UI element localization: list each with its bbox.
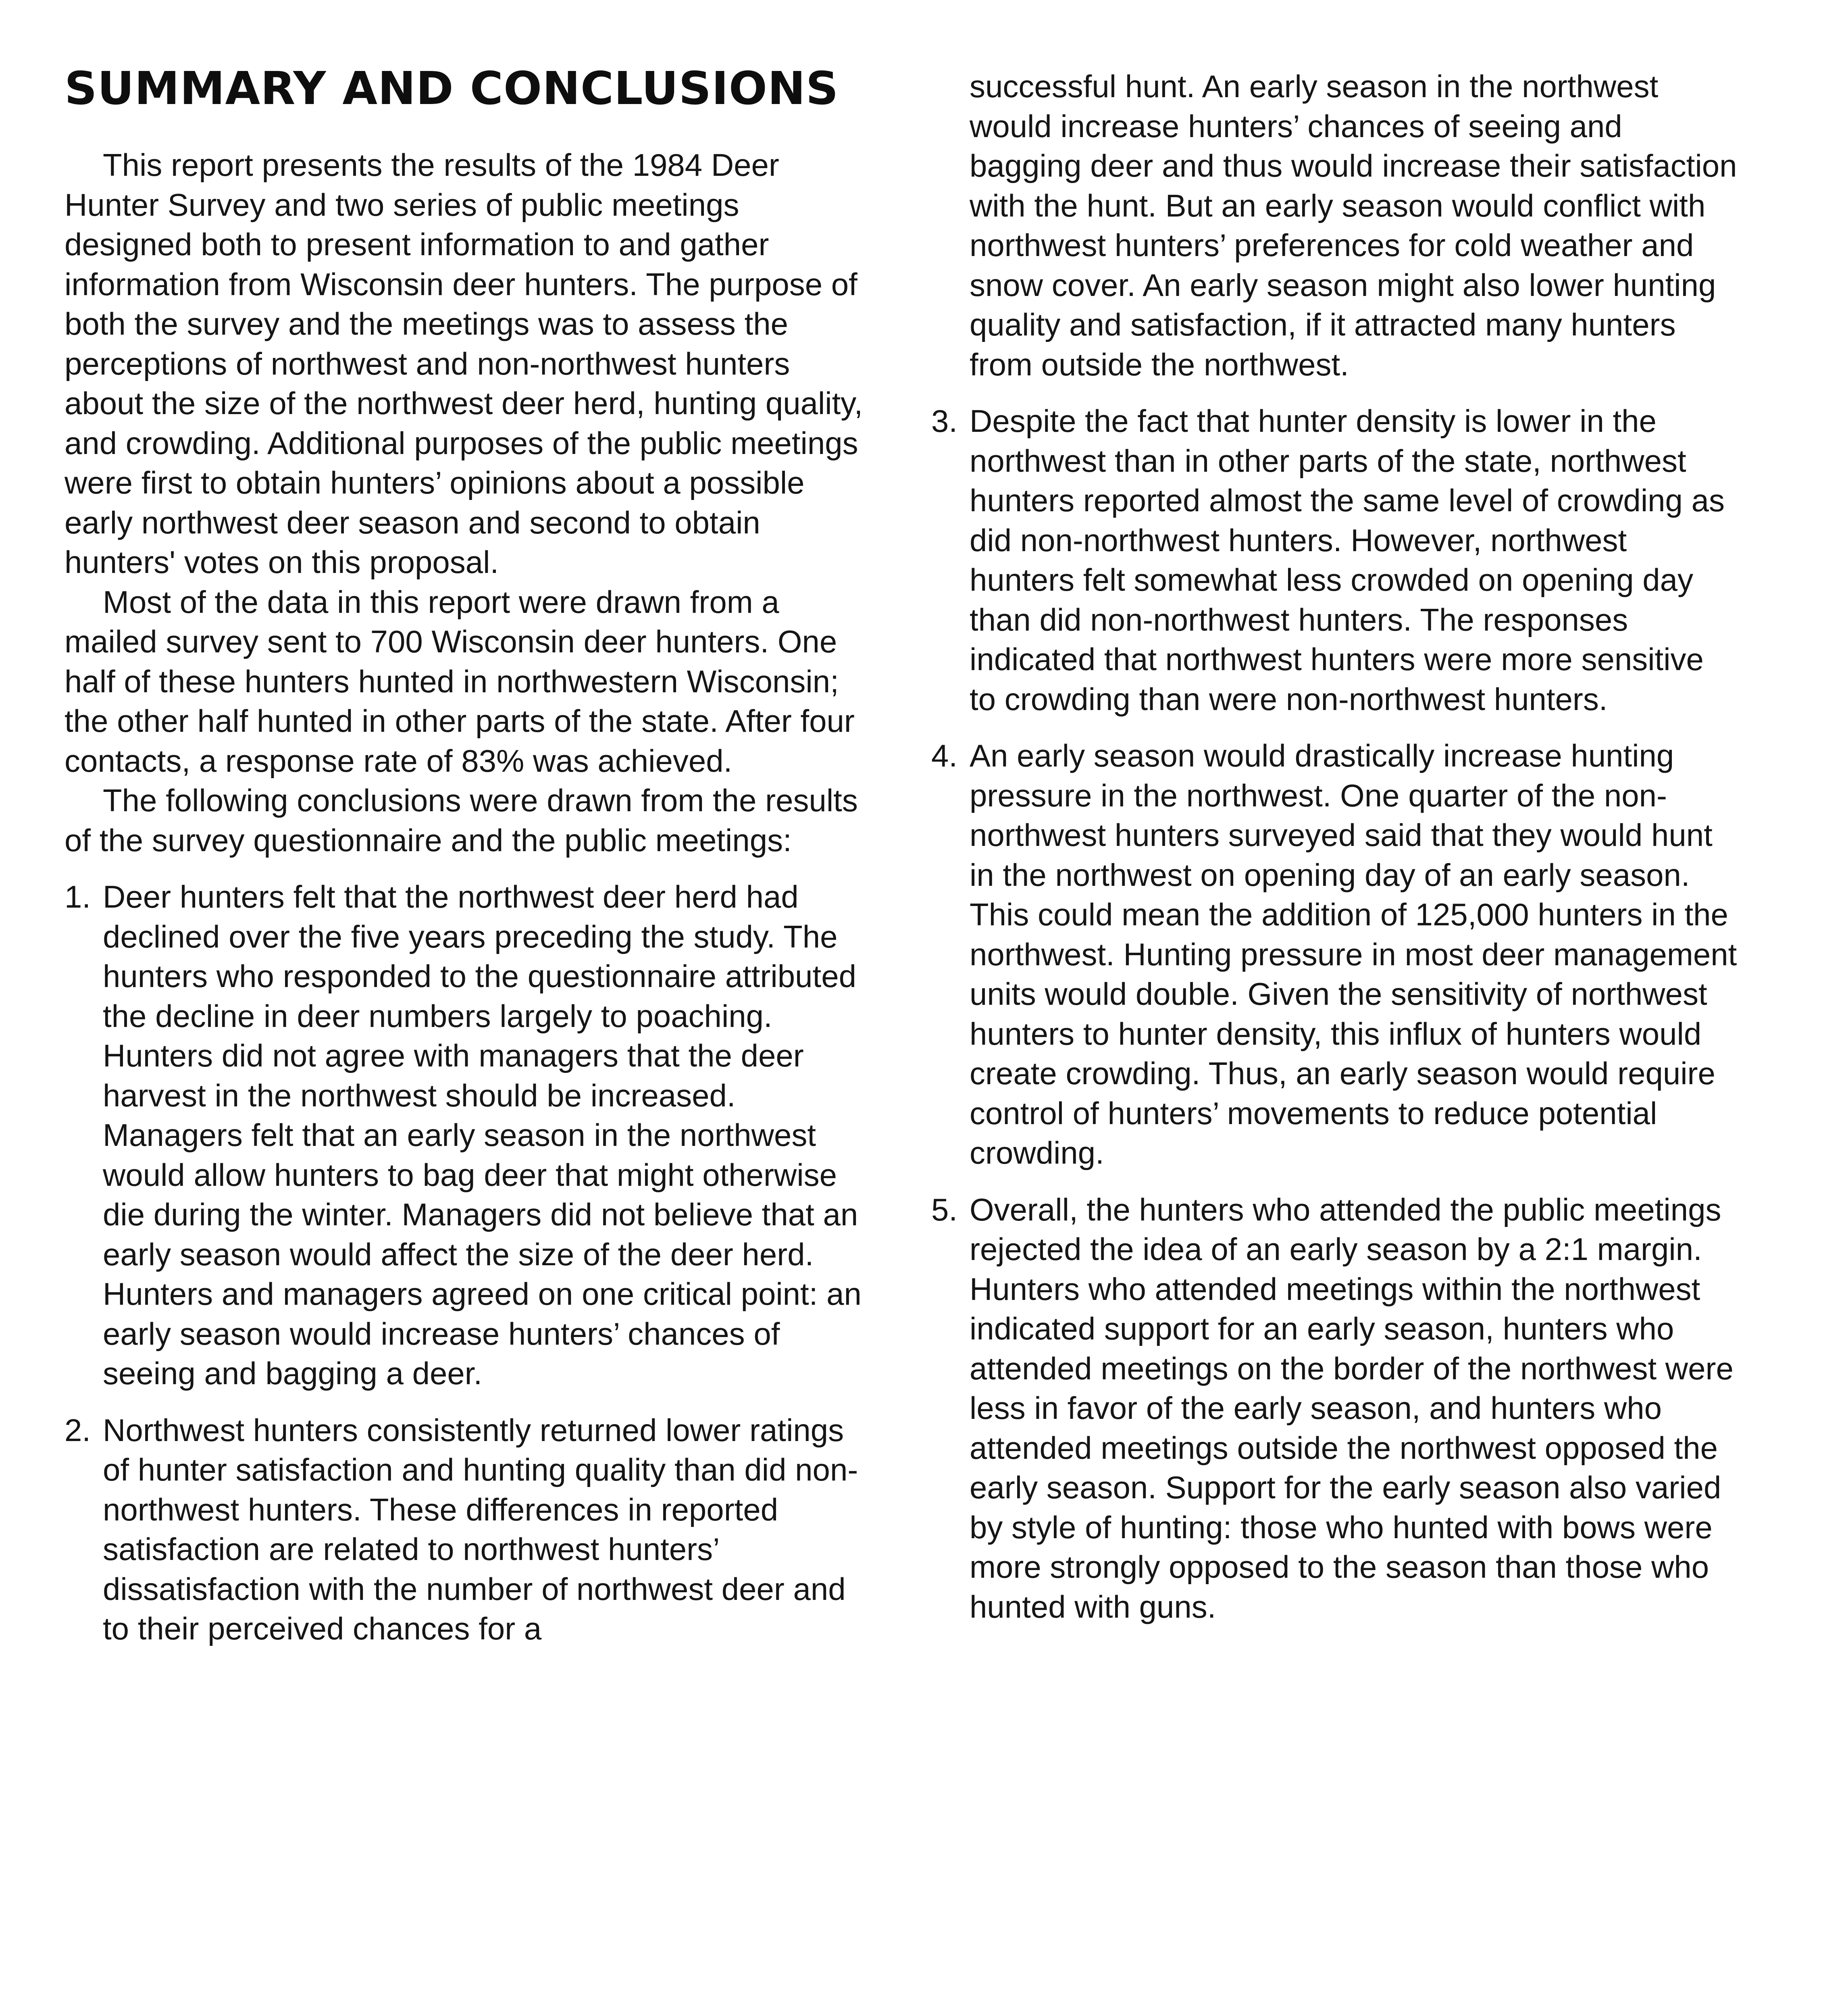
page-title: SUMMARY AND CONCLUSIONS [65, 62, 839, 115]
conclusion-item-5 [931, 1190, 1738, 1627]
intro-paragraph-2: Most of the data in this report were drawn from a mailed survey sent to 700 Wisconsin deer hunters. One half of these hunters hunted in northwestern Wisconsin; the other half hunted in other parts of the state. After four contacts, a response rate of 83% was achieved. [65, 584, 855, 779]
conclusion-number-4: 4. [931, 738, 958, 773]
right-column [931, 67, 1738, 1627]
conclusion-2-continuation: successful hunt. An early season in the northwest would increase hunters’ chances of seeing and bagging deer and thus would increase their satisfaction with the hunt. But an early season would conflict with northwest hunters’ preferences for cold weather and snow cover. An early season might also lower hunting quality and satisfaction, if it attracted many hunters from outside the northwest. [970, 69, 1737, 382]
conclusion-text-2: Northwest hunters consistently returned lower ratings of hunter satisfaction and hunting quality than did non-northwest hunters. These differences in reported satisfaction are related to northwest hunters’ dissatisfaction with the number of northwest deer and to their perceived chances for a [103, 1412, 858, 1646]
conclusion-item-1 [65, 877, 871, 1393]
conclusion-text-1: Deer hunters felt that the northwest deer herd had declined over the five years preceding the study. The hunters who responded to the questionnaire attributed the decline in deer numbers largely to poaching. Hunters did not agree with managers that the deer harvest in the northwest should be increased. Managers felt that an early season in the northwest would allow hunters to bag deer that might otherwise die during the winter. Managers did not believe that an early season would affect the size of the deer herd. Hunters and managers agreed on one critical point: an early season would increase hunters’ chances of seeing and bagging a deer. [103, 879, 862, 1391]
conclusion-number-2: 2. [65, 1412, 91, 1448]
conclusion-number-5: 5. [931, 1191, 958, 1227]
conclusion-text-5: Overall, the hunters who attended the public meetings rejected the idea of an early season by a 2:1 margin. Hunters who attended meetings within the northwest indicated support for an early season, hunters who attended meetings on the border of the northwest were less in favor of the early season, and hunters who attended meetings outside the northwest opposed the early season. Support for the early season also varied by style of hunting: those who hunted with bows were more strongly opposed to the season than those who hunted with guns. [970, 1191, 1734, 1624]
intro-paragraph-3: The following conclusions were drawn from the results of the survey questionnaire and the public meetings: [65, 783, 858, 858]
conclusion-text-3: Despite the fact that hunter density is lower in the northwest than in other parts of the state, northwest hunters reported almost the same level of crowding as did non-northwest hunters. However, northwest hunters felt somewhat less crowded on opening day than did non-northwest hunters. The responses indicated that northwest hunters were more sensitive to crowding than were non-northwest hunters. [970, 403, 1725, 717]
intro-paragraph-1: This report presents the results of the 1984 Deer Hunter Survey and two series of public meetings designed both to present information to and gather information from Wisconsin deer hunters. The purpose of both the survey and the meetings was to assess the perceptions of northwest and non-northwest hunters about the size of the northwest deer herd, hunting quality, and crowding. Additional purposes of the public meetings were first to obtain hunters’ opinions about a possible early northwest deer season and second to obtain hunters' votes on this proposal. [65, 147, 863, 580]
conclusion-text-4: An early season would drastically increase hunting pressure in the northwest. One quarter of the non-northwest hunters surveyed said that they would hunt in the northwest on opening day of an early season. This could mean the addition of 125,000 hunters in the northwest. Hunting pressure in most deer management units would double. Given the sensitivity of northwest hunters to hunter density, this influx of hunters would create crowding. Thus, an early season would require control of hunters’ movements to reduce potential crowding. [970, 738, 1737, 1170]
conclusion-item-2 [65, 1410, 871, 1649]
conclusion-number-1: 1. [65, 879, 91, 914]
left-column [65, 145, 871, 1649]
conclusion-item-4 [931, 736, 1738, 1173]
conclusion-number-3: 3. [931, 403, 958, 439]
conclusion-item-3 [931, 401, 1738, 719]
